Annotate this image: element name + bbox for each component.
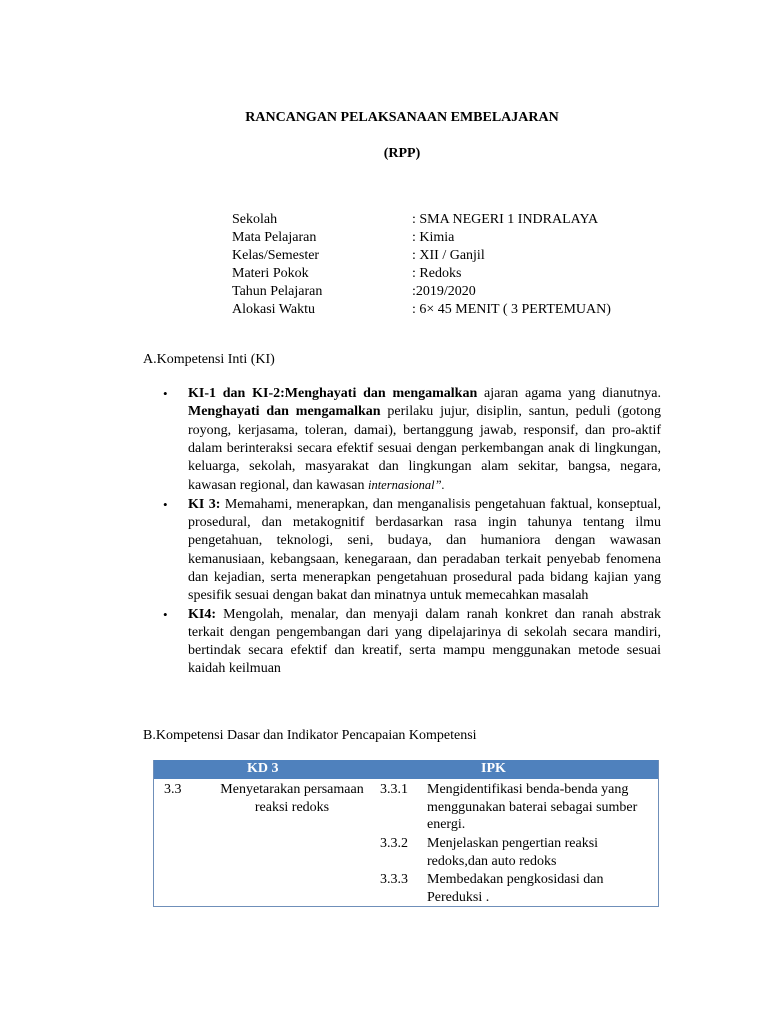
ki-item-2 xyxy=(163,496,661,606)
identity-value: : 6× 45 MENIT ( 3 PERTEMUAN) xyxy=(412,302,611,317)
ki-italic: internasional”. xyxy=(367,478,445,493)
identity-value: : Kimia xyxy=(412,230,455,245)
ki-item-3 xyxy=(163,606,661,679)
identity-label: Sekolah xyxy=(232,212,278,227)
identity-value: :2019/2020 xyxy=(412,284,476,299)
identity-row-year xyxy=(232,283,611,301)
bullet-icon: • xyxy=(163,606,168,622)
identity-label: Mata Pelajaran xyxy=(232,230,317,245)
ipk-text: Mengidentifikasi benda-benda yang menggunakan baterai sebagai sumber energi. xyxy=(427,782,638,832)
document-subtitle: (RPP) xyxy=(383,146,421,161)
section-heading-kd: B.Kompetensi Dasar dan Indikator Pencapaian Kompetensi xyxy=(143,728,477,743)
identity-label: Alokasi Waktu xyxy=(232,302,315,317)
identity-row-class xyxy=(232,247,611,265)
document-title: RANCANGAN PELAKSANAAN EMBELAJARAN xyxy=(245,110,559,125)
ipk-number: 3.3.3 xyxy=(380,872,408,887)
ipk-text: Membedakan pengkosidasi dan Pereduksi . xyxy=(427,872,604,905)
section-heading-ki: A.Kompetensi Inti (KI) xyxy=(143,352,275,367)
identity-value: : XII / Ganjil xyxy=(412,248,485,263)
identity-value: : SMA NEGERI 1 INDRALAYA xyxy=(412,212,599,227)
kd-text: Menyetarakan persamaan reaksi redoks xyxy=(220,782,364,815)
kd-ipk-table xyxy=(153,760,659,907)
ki-text: ajaran agama yang dianutnya. xyxy=(477,386,661,401)
identity-label: Kelas/Semester xyxy=(232,248,320,263)
ki-text: Memahami, menerapkan, dan menganalisis pengetahuan faktual, konseptual, prosedural, dan metakognitif berdasarkan rasa ingin tahunya tentang ilmu pengetahuan, teknologi, seni, budaya, dan humaniora dengan wawasan kemanusiaan, kebangsaan, kenegaraan, dan peradaban terkait penyebab fenomena dan kejadian, serta menerapkan pengetahuan prosedural pada bidang kajian yang spesifik sesuai dengan bakat dan minatnya untuk memecahkan masalah xyxy=(188,496,661,604)
ki-text: perilaku jujur, disiplin, santun, peduli (gotong royong, kerjasama, toleran, damai), bertanggung jawab, responsif, dan pro-aktif dalam berinteraksi secara efektif sesuai dengan perkembangan anak di lingkungan, keluarga, sekolah, masyarakat dan lingkungan alam sekitar, bangsa, negara, kawasan regional, dan kawasan xyxy=(188,404,661,494)
header-kd: KD 3 xyxy=(247,761,279,776)
kd-number: 3.3 xyxy=(164,782,182,797)
identity-label: Tahun Pelajaran xyxy=(232,284,323,299)
header-ipk: IPK xyxy=(481,761,506,776)
identity-value: : Redoks xyxy=(412,266,462,281)
ki-bold: KI4: xyxy=(188,606,216,622)
ki-item-1 xyxy=(163,385,661,496)
ki-bold: KI 3: xyxy=(188,496,221,512)
identity-label: Materi Pokok xyxy=(232,266,309,281)
identity-row-material xyxy=(232,265,611,283)
bullet-icon: • xyxy=(163,386,168,401)
ki-list xyxy=(163,385,661,679)
identity-row-time xyxy=(232,301,611,319)
table-header xyxy=(154,760,658,779)
bullet-icon: • xyxy=(163,496,168,512)
identity-row-subject xyxy=(232,229,611,247)
ki-bold: Menghayati dan mengamalkan xyxy=(188,404,381,420)
ipk-text: Menjelaskan pengertian reaksi redoks,dan auto redoks xyxy=(427,836,599,869)
identity-block xyxy=(232,211,611,319)
ipk-number: 3.3.1 xyxy=(380,782,408,797)
ki-text: Mengolah, menalar, dan menyaji dalam ranah konkret dan ranah abstrak terkait dengan pengembangan dari yang dipelajarinya di sekolah secara mandiri, bertindak secara efektif dan kreatif, serta mampu menggunakan metode sesuai kaidah keilmuan xyxy=(188,606,661,677)
identity-row-school xyxy=(232,211,611,229)
ipk-number: 3.3.2 xyxy=(380,836,408,851)
ki-bold: KI-1 dan KI-2:Menghayati dan mengamalkan xyxy=(188,386,478,401)
